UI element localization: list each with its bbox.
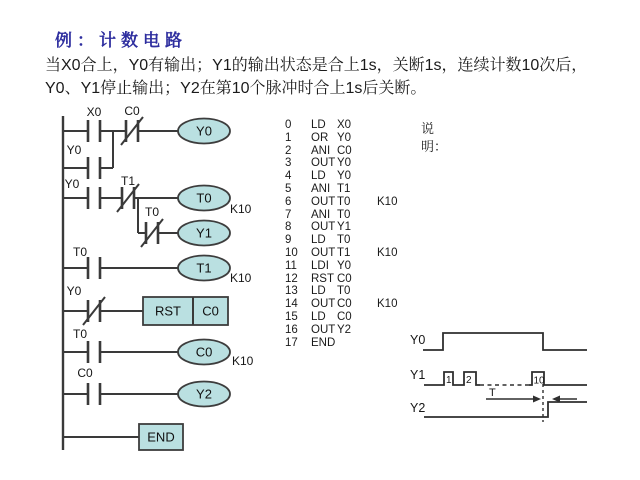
y0-label: Y0 <box>410 333 426 347</box>
contact-label-y0: Y0 <box>64 177 80 191</box>
description-line-2: Y0、Y1停止输出；Y2在第10个脉冲时合上1s后关断。 <box>45 80 427 97</box>
coil-label-c0: C0 <box>195 344 213 360</box>
operand: T0 <box>337 234 351 247</box>
description <box>45 54 587 100</box>
operand: T0 <box>337 208 351 221</box>
operand: Y0 <box>337 131 352 144</box>
opcode: ANI <box>311 182 331 195</box>
opcode: OUT <box>311 195 336 208</box>
rung-1 <box>63 104 230 145</box>
explanation-label: 说明： <box>421 121 448 154</box>
step-number: 0 <box>285 119 292 131</box>
contact-label-y0: Y0 <box>66 284 82 298</box>
operand: C0 <box>337 144 352 157</box>
timing-y2 <box>410 384 587 422</box>
y2-waveform <box>424 402 587 417</box>
step-number: 3 <box>285 157 292 170</box>
step-number: 17 <box>285 336 298 349</box>
step-number: 8 <box>285 221 292 234</box>
operand: Y0 <box>337 259 352 272</box>
opcode: LD <box>311 310 326 323</box>
operand: C0 <box>337 310 352 323</box>
step-number: 4 <box>285 170 292 183</box>
opcode: LD <box>311 170 326 183</box>
operand: C0 <box>337 272 352 285</box>
opcode: OUT <box>311 323 336 336</box>
contact-label-c0: C0 <box>77 366 93 380</box>
explanation <box>421 120 454 155</box>
k-value-t0: K10 <box>230 202 252 216</box>
operand: T1 <box>337 246 351 259</box>
contact-label-x0: X0 <box>86 105 102 119</box>
opcode: LD <box>311 234 326 247</box>
contact-t0-no <box>88 257 100 279</box>
operand: Y0 <box>337 170 352 183</box>
step-number: 12 <box>285 272 298 285</box>
pulse-2-label: 2 <box>466 375 472 386</box>
k-constant: K10 <box>377 298 398 311</box>
y1-waveform-start <box>424 372 480 385</box>
contact-x0-no <box>88 120 100 142</box>
opcode: RST <box>311 272 334 285</box>
opcode: ANI <box>311 144 331 157</box>
step-number: 6 <box>285 195 292 208</box>
rung-4 <box>63 284 228 325</box>
contact-label-t0: T0 <box>72 327 88 341</box>
coil-label-t1: T1 <box>196 260 212 276</box>
operand: Y0 <box>337 157 352 170</box>
step-number: 15 <box>285 310 298 323</box>
opcode: ANI <box>311 208 331 221</box>
step-number: 2 <box>285 144 292 157</box>
right-arrowhead-icon <box>533 396 541 403</box>
step-number: 5 <box>285 182 292 195</box>
rst-op-label: RST <box>155 303 181 319</box>
step-number: 9 <box>285 234 292 247</box>
opcode: OUT <box>311 246 336 259</box>
rung-6 <box>63 366 230 407</box>
operand: Y2 <box>337 323 352 336</box>
k-constant: K10 <box>377 195 398 208</box>
operand: Y1 <box>337 221 352 234</box>
coil-label-y1: Y1 <box>196 225 212 241</box>
step-number: 10 <box>285 246 298 259</box>
rung-5 <box>63 327 254 368</box>
y1-label: Y1 <box>410 368 426 382</box>
opcode: LDI <box>311 259 329 272</box>
step-number: 14 <box>285 298 298 311</box>
end-label: END <box>147 429 175 445</box>
step-number: 16 <box>285 323 298 336</box>
opcode: LD <box>311 285 326 298</box>
contact-t0-no <box>88 341 100 363</box>
step-number: 7 <box>285 208 292 221</box>
timing-diagram <box>395 326 600 428</box>
y0-waveform <box>423 333 587 350</box>
opcode: END <box>311 336 336 349</box>
k-value-c0: K10 <box>232 354 254 368</box>
opcode: OUT <box>311 298 336 311</box>
contact-label-y0: Y0 <box>66 143 82 157</box>
description-line-1: 当X0合上，Y0有输出；Y1的输出状态是合上1s，关断1s，连续计数10次后， <box>45 57 588 74</box>
opcode: LD <box>311 119 326 131</box>
timing-y1 <box>410 368 587 399</box>
operand: C0 <box>337 298 352 311</box>
rung-7 <box>63 424 183 450</box>
period-t-label: T <box>489 387 496 399</box>
contact-label-t1: T1 <box>120 174 136 188</box>
coil-label-y2: Y2 <box>196 386 212 402</box>
coil-label-t0: T0 <box>196 190 212 206</box>
k-constant: K10 <box>377 246 398 259</box>
rst-operand-label: C0 <box>202 303 219 319</box>
ladder-diagram <box>50 103 265 463</box>
timing-y0 <box>410 333 587 350</box>
step-number: 1 <box>285 131 292 144</box>
operand: T0 <box>337 195 351 208</box>
contact-label-c0: C0 <box>124 104 140 118</box>
operand: T0 <box>337 285 351 298</box>
rung-3 <box>63 245 252 285</box>
k-value-t1: K10 <box>230 271 252 285</box>
operand: X0 <box>337 119 352 131</box>
opcode: OUT <box>311 221 336 234</box>
contact-y0-no <box>88 157 100 179</box>
y2-label: Y2 <box>410 401 426 415</box>
coil-label-y0: Y0 <box>196 123 212 139</box>
step-number: 13 <box>285 285 298 298</box>
step-number: 11 <box>285 259 297 272</box>
contact-label-t0: T0 <box>72 245 88 259</box>
opcode: OUT <box>311 157 336 170</box>
page-title: 例：计数电路 <box>55 31 187 50</box>
pulse-10-label: 10 <box>533 375 545 387</box>
opcode: OR <box>311 131 329 144</box>
operand: T1 <box>337 182 351 195</box>
contact-label-t0: T0 <box>144 205 160 219</box>
contact-c0-no <box>88 383 100 405</box>
pulse-1-label: 1 <box>446 375 452 386</box>
contact-y0-no <box>88 187 100 209</box>
